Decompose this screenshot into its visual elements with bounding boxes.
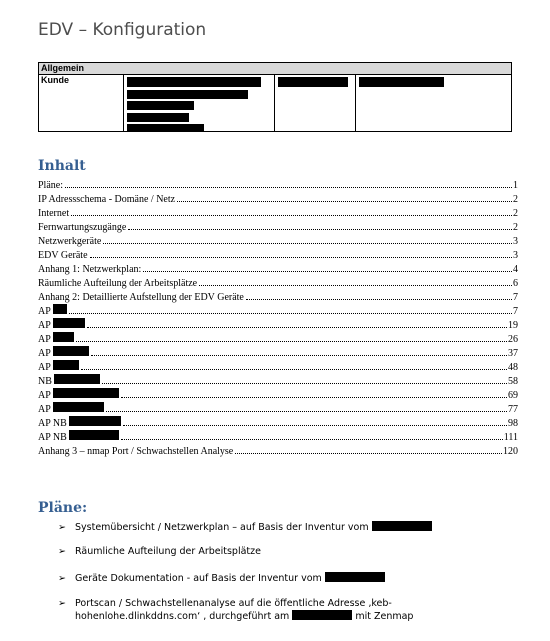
redaction-bar (54, 374, 100, 384)
toc-entry[interactable]: AP 37 (38, 348, 518, 359)
redaction-bar (278, 77, 348, 87)
toc-entry[interactable]: Netzwerkgeräte 3 (38, 236, 518, 247)
redaction-bar (127, 77, 261, 87)
column-divider (274, 75, 275, 131)
column-divider (123, 75, 124, 131)
toc-entry[interactable]: AP 77 (38, 404, 518, 415)
redaction-bar (69, 430, 119, 440)
arrow-bullet-icon: ➢ (58, 522, 66, 533)
toc-entry[interactable]: Anhang 3 – nmap Port / Schwachstellen Analyse 120 (38, 446, 518, 457)
plaene-heading: Pläne: (38, 500, 88, 516)
redaction-bar (53, 388, 119, 398)
toc-entry[interactable]: AP 7 (38, 306, 518, 317)
toc-entry[interactable]: EDV Geräte 3 (38, 250, 518, 261)
redaction-bar (127, 113, 189, 122)
toc-entry[interactable]: IP Adressschema - Domäne / Netz 2 (38, 194, 518, 205)
redaction-bar (127, 90, 248, 99)
redaction-bar (53, 346, 89, 356)
redaction-bar (292, 610, 352, 620)
toc-entry[interactable]: Anhang 1: Netzwerkplan: 4 (38, 264, 518, 275)
redaction-bar (127, 124, 204, 132)
redaction-bar (53, 332, 74, 342)
toc-entry[interactable]: AP NB 111 (38, 432, 518, 443)
redaction-bar (53, 318, 85, 328)
redaction-bar (325, 572, 385, 582)
redaction-bar (372, 521, 432, 531)
allgemein-header: Allgemein (39, 63, 511, 75)
toc-entry[interactable]: AP NB 98 (38, 418, 518, 429)
arrow-bullet-icon: ➢ (58, 573, 66, 584)
inhalt-heading: Inhalt (38, 158, 86, 174)
column-divider (355, 75, 356, 131)
toc-entry[interactable]: Pläne: 1 (38, 180, 518, 191)
redaction-bar (69, 416, 121, 426)
allgemein-table (38, 62, 512, 132)
arrow-bullet-icon: ➢ (58, 546, 66, 557)
redaction-bar (127, 101, 194, 110)
toc-entry[interactable]: Fernwartungszugänge 2 (38, 222, 518, 233)
arrow-bullet-icon: ➢ (58, 598, 66, 609)
kunde-label: Kunde (41, 75, 69, 85)
toc-entry[interactable]: AP 26 (38, 334, 518, 345)
redaction-bar (53, 402, 104, 412)
toc-entry[interactable]: Internet 2 (38, 208, 518, 219)
toc-entry[interactable]: Räumliche Aufteilung der Arbeitsplätze 6 (38, 278, 518, 289)
toc-entry[interactable]: AP 69 (38, 390, 518, 401)
toc-entry[interactable]: AP 19 (38, 320, 518, 331)
toc-entry[interactable]: Anhang 2: Detaillierte Aufstellung der EDV Geräte 7 (38, 292, 518, 303)
redaction-bar (53, 360, 79, 370)
toc-entry[interactable]: NB 58 (38, 376, 518, 387)
redaction-bar (53, 304, 67, 314)
document-title: EDV – Konfiguration (38, 20, 207, 40)
toc-entry[interactable]: AP 48 (38, 362, 518, 373)
redaction-bar (359, 77, 444, 87)
